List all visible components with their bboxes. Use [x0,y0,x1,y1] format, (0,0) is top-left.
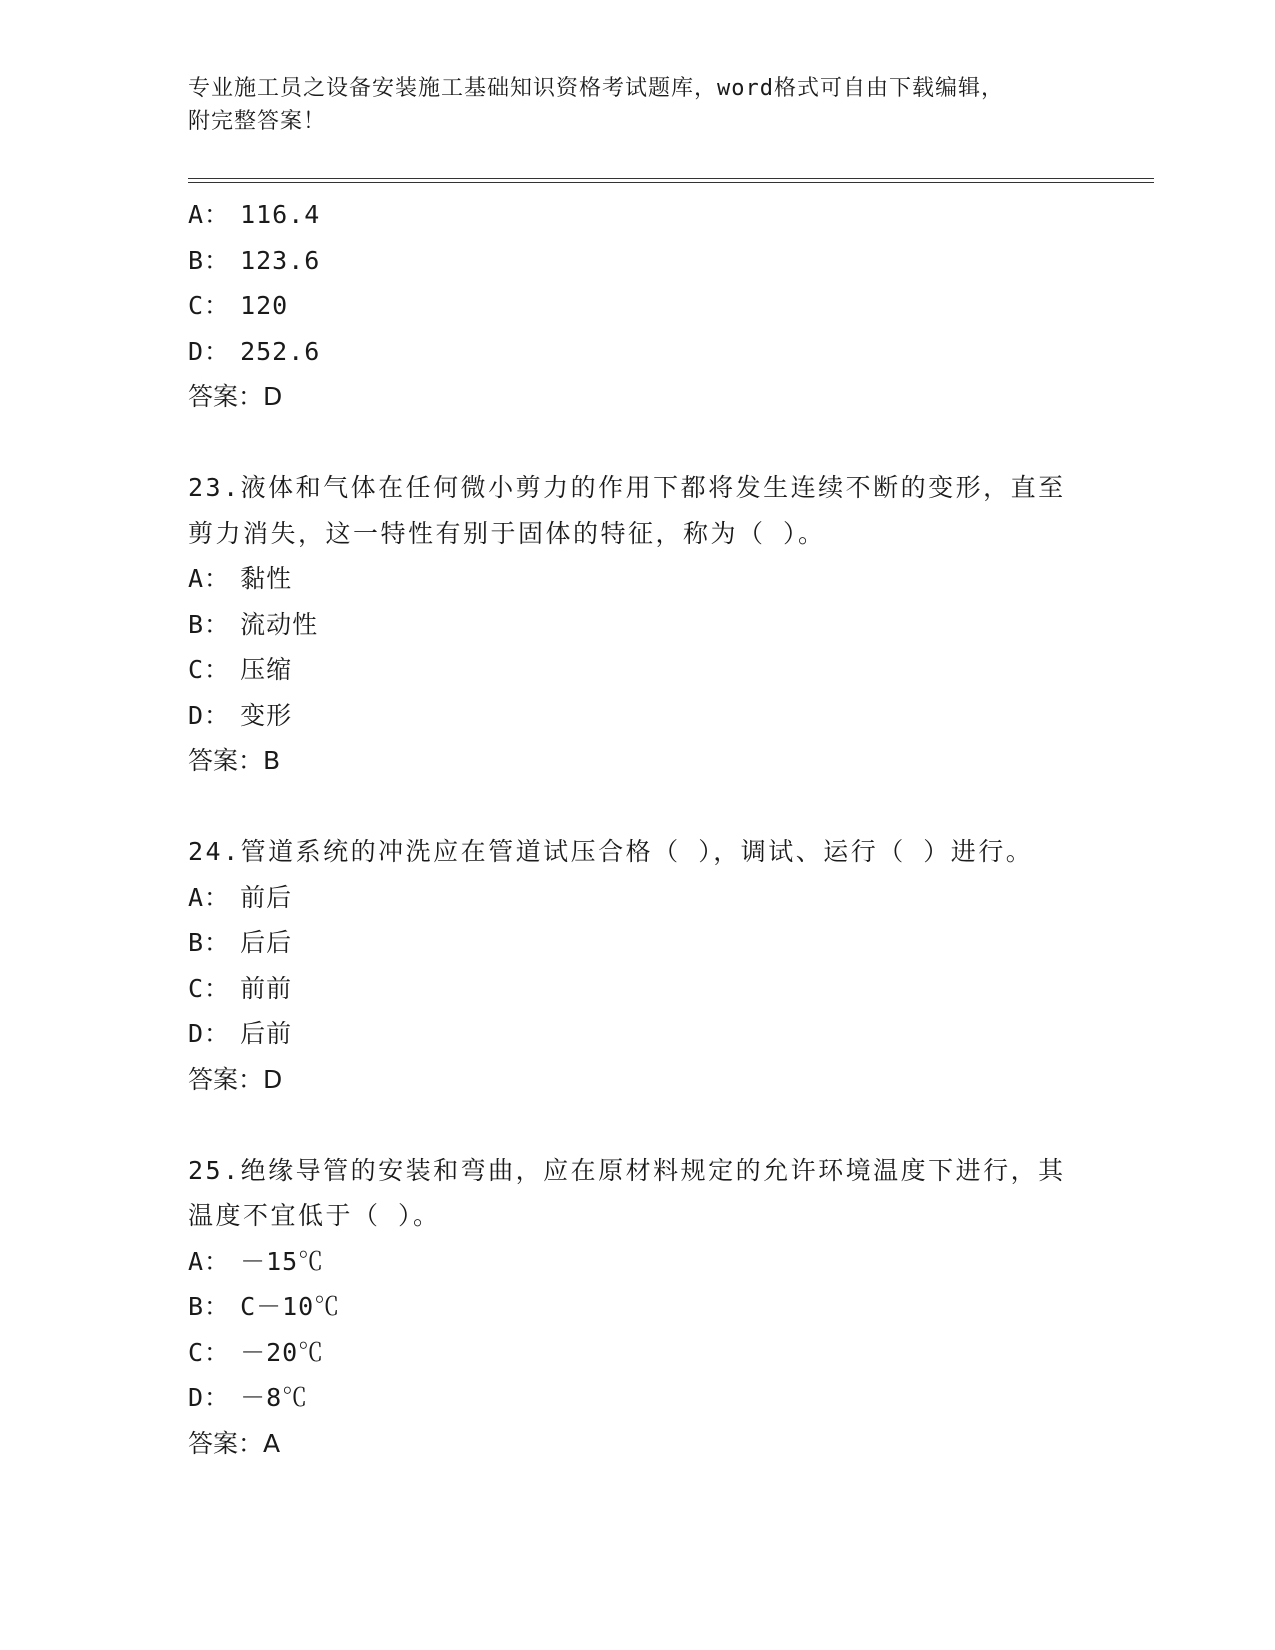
option-a [188,875,1088,921]
option-label: C： [188,973,231,1003]
option-label: B： [188,609,231,639]
option-text: 黏性 [240,564,293,593]
option-a [188,556,1088,602]
question-list [188,192,1088,1466]
option-label: C： [188,1337,231,1367]
option-text: 压缩 [240,655,293,684]
spacer [188,784,1088,830]
option-text: 123.6 [240,245,321,275]
spacer [188,420,1088,466]
option-b [188,920,1088,966]
question-block-24 [188,829,1088,1102]
option-b [188,1284,1088,1330]
option-text: 116.4 [240,200,321,229]
option-c [188,1330,1088,1376]
option-text: 前前 [240,973,293,1003]
option-b [188,602,1088,648]
question-text: 25.绝缘导管的安装和弯曲，应在原材料规定的允许环境温度下进行，其温度不宜低于（ ）。 [188,1155,1066,1230]
option-text: 变形 [240,700,293,730]
header-title-line1: 专业施工员之设备安装施工基础知识资格考试题库，word格式可自由下载编辑， [188,76,1004,101]
option-text: 后前 [240,1019,293,1048]
option-text: 252.6 [240,336,321,366]
option-label: C： [188,291,231,320]
option-label: B： [188,928,231,957]
answer-line: 答案：A [188,1428,281,1458]
answer-line: 答案：D [188,382,283,411]
question-block-23 [188,465,1088,784]
question-block-25 [188,1148,1088,1467]
header-title-line2: 附完整答案！ [188,109,327,134]
option-c [188,647,1088,693]
option-a [188,1239,1088,1285]
answer-line: 答案：B [188,746,281,775]
question-block-prev [188,192,1088,420]
question-text: 24.管道系统的冲洗应在管道试压合格（ ），调试、运行（ ）进行。 [188,837,1034,866]
option-label: B： [188,1292,231,1321]
option-d [188,329,1088,375]
option-text: 120 [240,291,289,320]
option-d [188,1375,1088,1421]
option-text: C－10℃ [240,1292,341,1321]
option-label: D： [188,336,231,366]
option-text: －20℃ [240,1337,325,1367]
option-c [188,283,1088,329]
option-text: －15℃ [240,1246,325,1276]
option-d [188,693,1088,739]
option-d [188,1011,1088,1057]
option-text: －8℃ [240,1383,309,1412]
option-text: 后后 [240,928,293,957]
option-label: D： [188,700,231,730]
option-a [188,192,1088,238]
question-text: 23.液体和气体在任何微小剪力的作用下都将发生连续不断的变形，直至剪力消失，这一特性有别于固体的特征，称为（ ）。 [188,473,1066,548]
document-page [188,0,1148,1650]
option-b [188,238,1088,284]
option-label: D： [188,1383,231,1412]
option-text: 流动性 [240,609,319,639]
header-divider [188,178,1154,183]
option-label: D： [188,1019,231,1048]
option-label: A： [188,882,231,912]
answer-line: 答案：D [188,1064,283,1094]
option-label: B： [188,245,231,275]
option-label: A： [188,1246,231,1276]
document-header [188,72,1068,138]
spacer [188,1102,1088,1148]
option-label: C： [188,655,231,684]
option-label: A： [188,564,231,593]
option-text: 前后 [240,882,293,912]
option-c [188,966,1088,1012]
option-label: A： [188,200,231,229]
